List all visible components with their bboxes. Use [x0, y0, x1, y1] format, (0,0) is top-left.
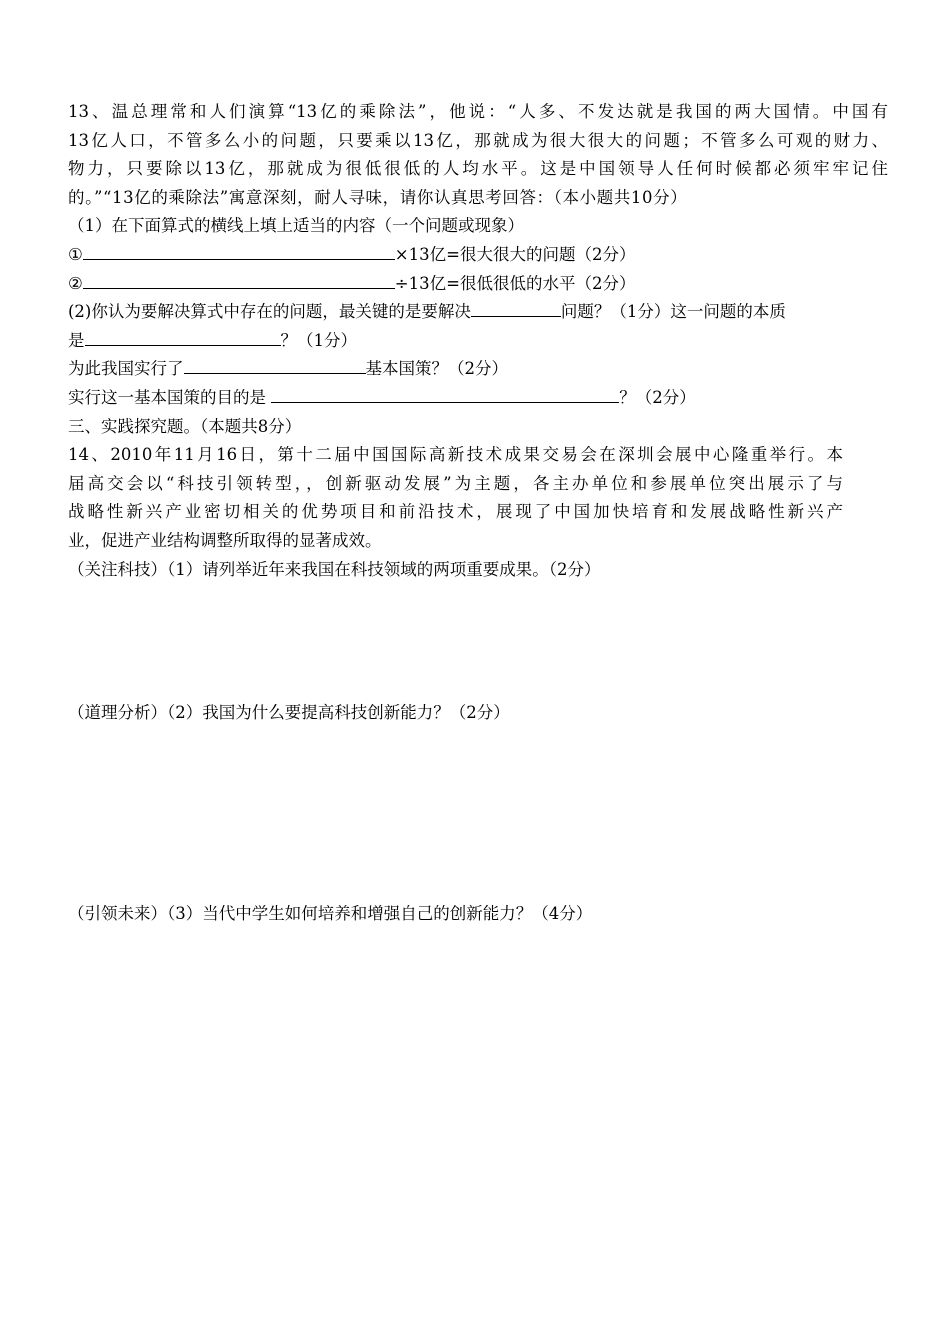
q14-line-1: 14、2010年11月16日，第十二届中国国际高新技术成果交易会在深圳会展中心隆重举行。本: [68, 445, 843, 465]
part2-text-d: ？（1分）: [280, 330, 357, 350]
q14-line-3: 战略性新兴产业密切相关的优势项目和前沿技术，展现了中国加快培育和发展战略性新兴产: [68, 502, 843, 522]
fill-blank-1[interactable]: [83, 241, 395, 260]
part2-text-b: 问题？（1分）这一问题的本质: [560, 302, 786, 322]
item-1-suffix: ×13亿=很大很大的问题（2分）: [394, 244, 636, 264]
q14-sub-3: （引领未来）（3）当代中学生如何培养和增强自己的创新能力？（4分）: [68, 903, 593, 923]
q14-sub-1: （关注科技）（1）请列举近年来我国在科技领域的两项重要成果。（2分）: [68, 559, 601, 579]
answer-space-2[interactable]: [68, 728, 888, 900]
fill-blank-2[interactable]: [83, 270, 395, 289]
q13-line-4: 的。”“13亿的乘除法”寓意深刻，耐人寻味，请你认真思考回答：（本小题共10分）: [68, 187, 688, 207]
fill-blank-6[interactable]: [271, 384, 619, 403]
q13-item-2: [68, 270, 888, 299]
q13-part2-line-4: [68, 384, 888, 413]
part2-text-a: (2)你认为要解决算式中存在的问题，最关键的是要解决: [68, 302, 471, 322]
part2-text-h: ？（2分）: [619, 387, 696, 407]
part2-text-c: 是: [68, 330, 85, 350]
section-3-title: 三、实践探究题。（本题共8分）: [68, 416, 302, 436]
part2-text-e: 为此我国实行了: [68, 359, 184, 379]
part2-text-f: 基本国策？（2分）: [365, 359, 508, 379]
q13-part2-line-1: [68, 298, 888, 327]
q13-item-1: [68, 241, 888, 270]
fill-blank-4[interactable]: [85, 327, 281, 346]
q13-part2-line-3: [68, 355, 888, 384]
q14-sub-2: （道理分析）（2）我国为什么要提高科技创新能力？（2分）: [68, 703, 510, 723]
item-2-marker: ②: [68, 273, 83, 293]
q13-part1-prompt: （1）在下面算式的横线上填上适当的内容（一个问题或现象）: [68, 216, 524, 236]
q13-line-1: 13、温总理常和人们演算“13亿的乘除法”，他说：“人多、不发达就是我国的两大国情。中国有: [68, 102, 888, 121]
exam-page: [68, 98, 888, 928]
answer-space-1[interactable]: [68, 584, 888, 699]
q14-line-4: 业，促进产业结构调整所取得的显著成效。: [68, 530, 382, 550]
fill-blank-3[interactable]: [471, 298, 561, 317]
fill-blank-5[interactable]: [184, 355, 366, 374]
q14-line-2: 届高交会以“科技引领转型，，创新驱动发展”为主题，各主办单位和参展单位突出展示了与: [68, 473, 843, 493]
part2-text-g: 实行这一基本国策的目的是: [68, 387, 266, 407]
q13-line-2: 13亿人口，不管多么小的问题，只要乘以13亿，那就成为很大很大的问题；不管多么可观的财力、: [68, 130, 888, 150]
q13-line-3: 物力，只要除以13亿，那就成为很低很低的人均水平。这是中国领导人任何时候都必须牢牢记住: [68, 159, 888, 179]
item-1-marker: ①: [68, 244, 83, 264]
item-2-suffix: ÷13亿=很低很低的水平（2分）: [394, 273, 636, 293]
q13-part2-line-2: [68, 327, 888, 356]
q14-stem: [68, 441, 843, 555]
